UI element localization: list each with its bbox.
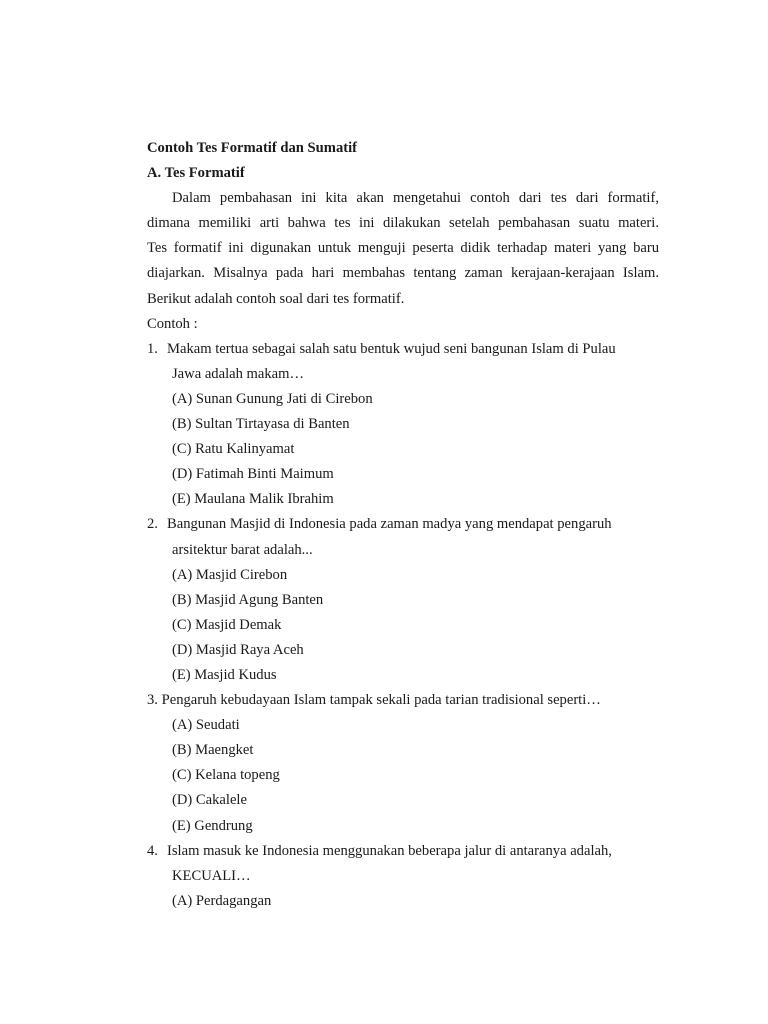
answer-option: (A) Masjid Cirebon: [172, 566, 288, 583]
document-title: Contoh Tes Formatif dan Sumatif: [147, 140, 358, 156]
paragraph-line: Berikut adalah contoh soal dari tes formatif.: [147, 290, 405, 307]
paragraph-line: dimana memiliki arti bahwa tes ini dilakukan setelah pembahasan suatu materi.: [147, 215, 659, 232]
question-number: 2.: [147, 516, 158, 533]
question-number: 3.: [147, 692, 158, 709]
example-label: Contoh :: [147, 315, 198, 332]
answer-option: (B) Sultan Tirtayasa di Banten: [172, 416, 350, 433]
paragraph-line: Tes formatif ini digunakan untuk menguji peserta didik terhadap materi yang baru: [147, 240, 659, 257]
answer-option: (C) Kelana topeng: [172, 767, 280, 784]
answer-option: (E) Gendrung: [172, 817, 253, 834]
question-number: 1.: [147, 340, 158, 357]
paragraph-line: diajarkan. Misalnya pada hari membahas tentang zaman kerajaan-kerajaan Islam.: [147, 265, 659, 282]
answer-option: (C) Ratu Kalinyamat: [172, 441, 295, 458]
answer-option: (A) Seudati: [172, 717, 240, 734]
question-stem: 2. Bangunan Masjid di Indonesia pada zaman madya yang mendapat pengaruh: [147, 512, 659, 537]
answer-option: (D) Cakalele: [172, 792, 247, 809]
question-stem: 3. Pengaruh kebudayaan Islam tampak sekali pada tarian tradisional seperti…: [147, 692, 601, 709]
paragraph-line: Dalam pembahasan ini kita akan mengetahui contoh dari tes dari formatif,: [172, 190, 659, 207]
question-stem-continuation: KECUALI…: [172, 867, 251, 884]
answer-option: (B) Masjid Agung Banten: [172, 591, 324, 608]
answer-option: (E) Masjid Kudus: [172, 666, 277, 683]
question-stem-continuation: Jawa adalah makam…: [172, 365, 305, 382]
document-content: [147, 136, 659, 914]
question-stem-continuation: arsitektur barat adalah...: [172, 541, 313, 558]
question-stem: 1. Makam tertua sebagai salah satu bentuk wujud seni bangunan Islam di Pulau: [147, 337, 659, 362]
answer-option: (C) Masjid Demak: [172, 616, 282, 633]
answer-option: (A) Sunan Gunung Jati di Cirebon: [172, 390, 373, 407]
answer-option: (B) Maengket: [172, 742, 254, 759]
answer-option: (D) Masjid Raya Aceh: [172, 641, 304, 658]
question-stem: 4. Islam masuk ke Indonesia menggunakan beberapa jalur di antaranya adalah,: [147, 839, 659, 864]
section-heading: A. Tes Formatif: [147, 165, 245, 182]
question-number: 4.: [147, 842, 158, 859]
answer-option: (A) Perdagangan: [172, 892, 272, 909]
answer-option: (D) Fatimah Binti Maimum: [172, 466, 334, 483]
answer-option: (E) Maulana Malik Ibrahim: [172, 491, 334, 508]
